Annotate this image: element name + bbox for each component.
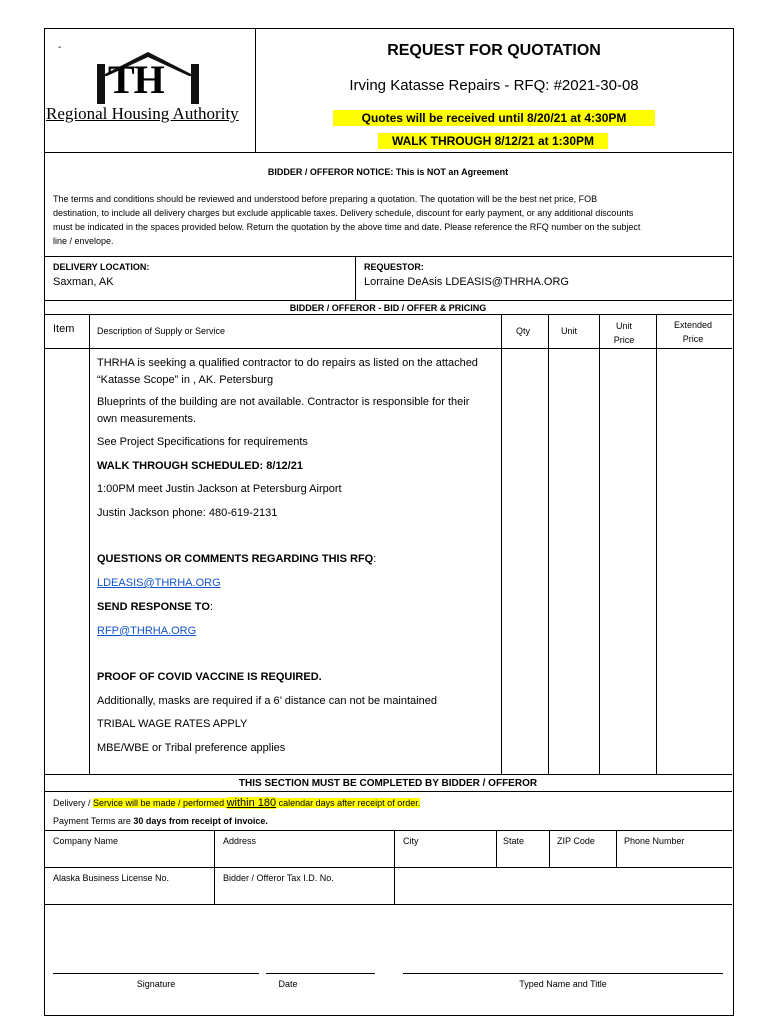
signature-line	[53, 973, 259, 974]
divider	[44, 256, 732, 257]
notice-line: destination, to include all delivery charges but exclude applicable taxes. Delivery schedule, discount for early payment, or any additional discounts	[53, 208, 634, 218]
typed-name-label: Typed Name and Title	[519, 979, 607, 989]
body-text: THRHA is seeking a qualified contractor to do repairs as listed on the attached	[97, 357, 478, 369]
logo-letters: TH	[108, 57, 164, 102]
divider	[44, 791, 732, 792]
send-response-heading-colon: :	[209, 601, 213, 613]
notice-line: line / envelope.	[53, 236, 114, 246]
walk-through-scheduled: WALK THROUGH SCHEDULED: 8/12/21	[97, 460, 303, 472]
col-unit-price	[599, 319, 649, 347]
delivery-terms	[53, 797, 420, 810]
delivery-terms-highlight: Service will be made / performed	[93, 798, 227, 808]
bidder-section-heading: THIS SECTION MUST BE COMPLETED BY BIDDER / OFFEROR	[238, 778, 538, 789]
col-item: Item	[53, 323, 75, 335]
typed-name-line	[403, 973, 723, 974]
address-label: Address	[223, 836, 257, 846]
col-qty: Qty	[516, 326, 531, 336]
page-title: REQUEST FOR QUOTATION	[387, 42, 601, 59]
requestor-value: Lorraine DeAsis LDEASIS@THRHA.ORG	[364, 276, 569, 288]
delivery-terms-prefix: Delivery /	[53, 798, 94, 808]
delivery-location-label: DELIVERY LOCATION:	[53, 262, 150, 272]
requestor-label: REQUESTOR:	[364, 262, 424, 272]
delivery-terms-highlight: calendar days after receipt of order.	[276, 798, 421, 808]
col-extended-price	[657, 318, 729, 346]
col-description: Description of Supply or Service	[97, 326, 226, 336]
col-unit: Unit	[561, 326, 578, 336]
questions-heading-colon: :	[373, 553, 377, 565]
notice-line: The terms and conditions should be reviewed and understood before preparing a quotation. The quotation will be the best net price, FOB	[53, 194, 598, 204]
walk-through-date: WALK THROUGH 8/12/21 at 1:30PM	[378, 133, 608, 149]
col-line	[599, 314, 600, 774]
body-text: TRIBAL WAGE RATES APPLY	[97, 718, 248, 730]
body-text: MBE/WBE or Tribal preference applies	[97, 742, 286, 754]
col-line	[656, 314, 657, 774]
divider	[44, 774, 732, 775]
divider	[44, 830, 732, 831]
divider	[44, 152, 732, 153]
col-unit-price-line1: Unit	[615, 321, 632, 331]
divider	[44, 314, 732, 315]
col-extended-price-line2: Price	[682, 334, 704, 344]
zip-code-label: ZIP Code	[557, 836, 595, 846]
notice-line: must be indicated in the spaces provided below. Return the quotation by the above time and date. Please reference the RFQ number on the subject	[53, 222, 641, 232]
body-text: Additionally, masks are required if a 6’ distance can not be maintained	[97, 695, 437, 707]
payment-terms-bold: 30 days from receipt of invoice.	[133, 816, 268, 826]
divider	[44, 300, 732, 301]
tax-id-label: Bidder / Offeror Tax I.D. No.	[223, 873, 334, 883]
divider	[355, 256, 356, 300]
company-name-label: Company Name	[53, 836, 119, 846]
logo-text: Regional Housing Authority	[46, 104, 239, 123]
body-text: Blueprints of the building are not available. Contractor is responsible for their	[97, 396, 470, 408]
date-label: Date	[278, 979, 298, 989]
questions-heading	[97, 553, 376, 566]
rfq-subtitle: Irving Katasse Repairs - RFQ: #2021-30-08	[349, 77, 639, 94]
send-response-heading-text: SEND RESPONSE TO	[97, 601, 210, 613]
phone-number-label: Phone Number	[624, 836, 685, 846]
col-line	[89, 314, 90, 774]
col-line	[616, 830, 617, 867]
bid-section-heading: BIDDER / OFFEROR - BID / OFFER & PRICING	[289, 303, 487, 313]
signature-label: Signature	[136, 979, 176, 989]
body-text: “Katasse Scope” in , AK. Petersburg	[97, 374, 274, 386]
state-label: State	[503, 836, 525, 846]
divider	[44, 348, 732, 349]
send-response-heading	[97, 601, 213, 614]
col-unit-price-line2: Price	[613, 335, 635, 345]
delivery-days: within 180	[226, 797, 277, 809]
body-text: See Project Specifications for requirements	[97, 436, 308, 448]
col-line	[548, 314, 549, 774]
body-text: own measurements.	[97, 413, 197, 425]
divider	[44, 904, 732, 905]
body-text: 1:00PM meet Justin Jackson at Petersburg Airport	[97, 483, 342, 495]
col-extended-price-line1: Extended	[673, 320, 713, 330]
header-dash: -	[58, 42, 62, 53]
col-line	[549, 830, 550, 867]
delivery-location-value: Saxman, AK	[53, 276, 114, 288]
body-text: Justin Jackson phone: 480-619-2131	[97, 507, 278, 519]
questions-heading-text: QUESTIONS OR COMMENTS REGARDING THIS RFQ	[97, 553, 374, 565]
notice-heading: BIDDER / OFFEROR NOTICE: This is NOT an Agreement	[267, 167, 509, 177]
response-email-link[interactable]: RFP@THRHA.ORG	[97, 625, 197, 637]
payment-terms	[53, 815, 268, 828]
covid-requirement: PROOF OF COVID VACCINE IS REQUIRED.	[97, 671, 322, 683]
questions-email-link[interactable]: LDEASIS@THRHA.ORG	[97, 577, 221, 589]
col-line	[501, 314, 502, 774]
business-license-label: Alaska Business License No.	[53, 873, 170, 883]
divider	[44, 867, 732, 868]
payment-terms-prefix: Payment Terms are	[53, 816, 134, 826]
quotes-deadline: Quotes will be received until 8/20/21 at 4:30PM	[333, 110, 655, 126]
col-line	[496, 830, 497, 867]
date-line	[266, 973, 375, 974]
city-label: City	[403, 836, 419, 846]
